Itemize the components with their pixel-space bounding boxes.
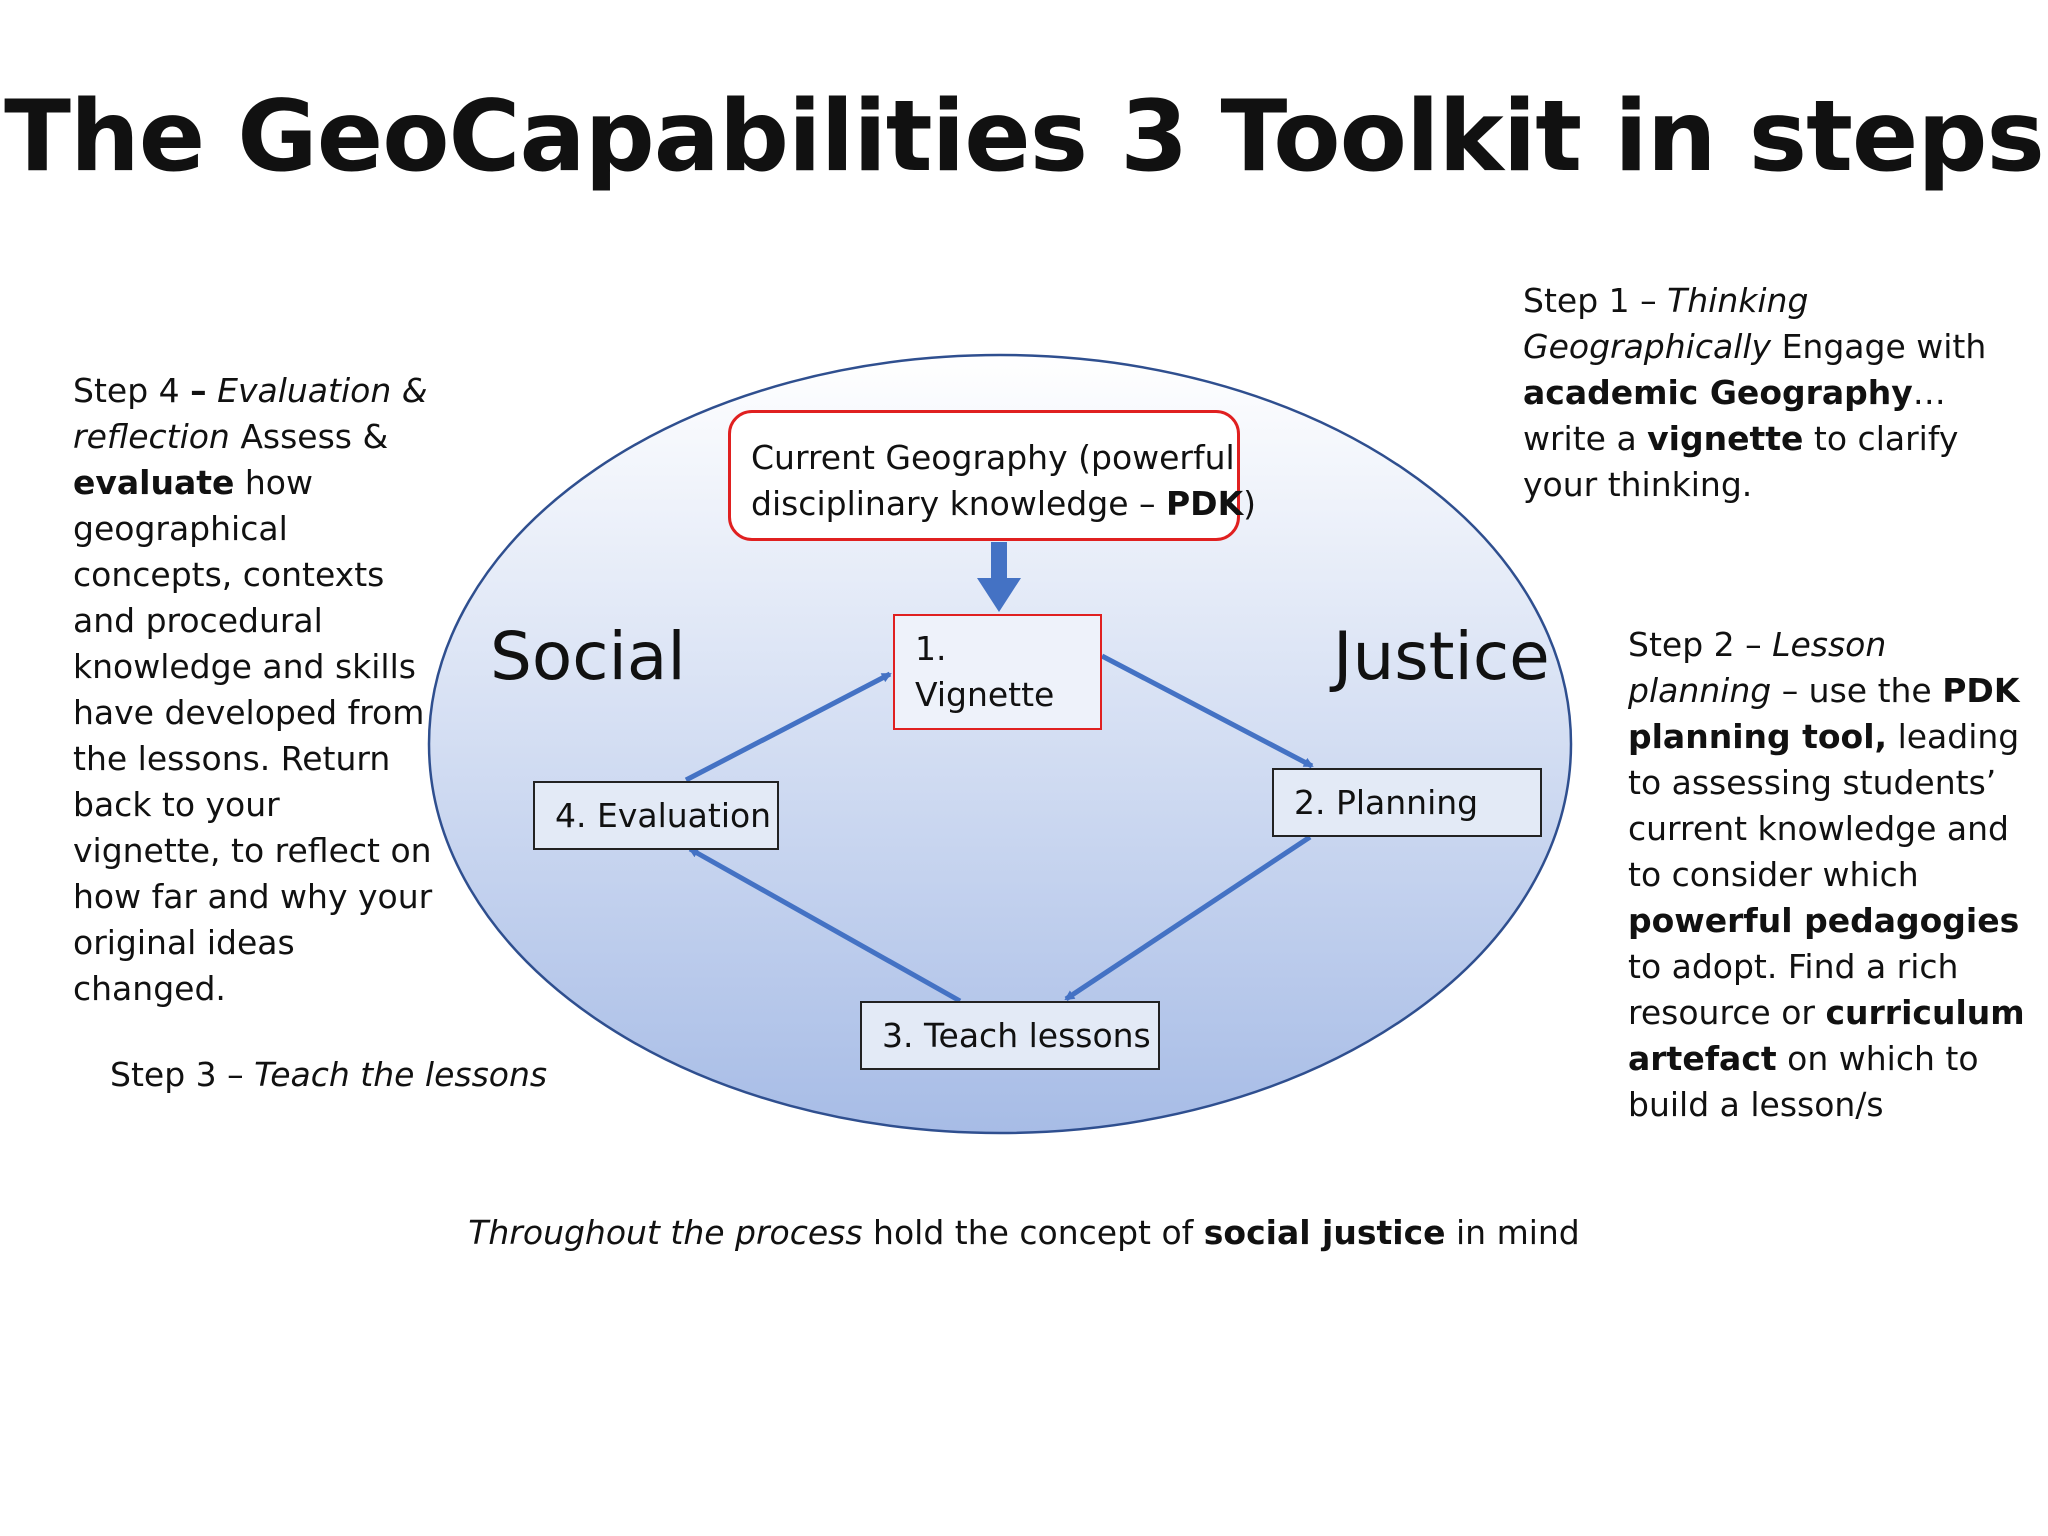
vignette-box [893,614,1102,730]
footer-note: Throughout the process hold the concept of social justice in mind [468,1213,1580,1252]
step2-text: Step 2 – Lesson planning – use the PDK planning tool, leading to assessing students’ current knowledge and to consider which powerful pedagogies to adopt. Find a rich resource or curriculum artefact on which to build a lesson/s [1628,625,2025,1124]
planning-box: 2. Planning [1272,768,1542,837]
step4-text: Step 4 – Evaluation & reflection Assess & evaluate how geographical concepts, contexts and procedural knowledge and skills have developed from the lessons. Return back to your vignette, to reflect on how far and why your original ideas changed. [73,371,433,1008]
step1-text: Step 1 – Thinking Geographically Engage with academic Geography…write a vignette to clarify your thinking. [1523,281,1987,504]
page-title: The GeoCapabilities 3 Toolkit in steps [4,80,2044,194]
down-arrow-shaft [991,542,1007,580]
current-geography-line2: disciplinary knowledge – PDK) [751,484,1257,523]
justice-label: Justice [1333,618,1550,695]
step3-text: Step 3 – Teach the lessons [110,1055,548,1094]
current-geography-box [728,410,1257,541]
evaluation-box: 4. Evaluation [533,781,779,850]
current-geography-line1: Current Geography (powerful [751,438,1235,477]
social-label: Social [490,618,686,695]
vignette-label: Vignette [915,675,1055,714]
teach-lessons-box: 3. Teach lessons [860,1001,1160,1070]
vignette-number: 1. [915,629,947,668]
